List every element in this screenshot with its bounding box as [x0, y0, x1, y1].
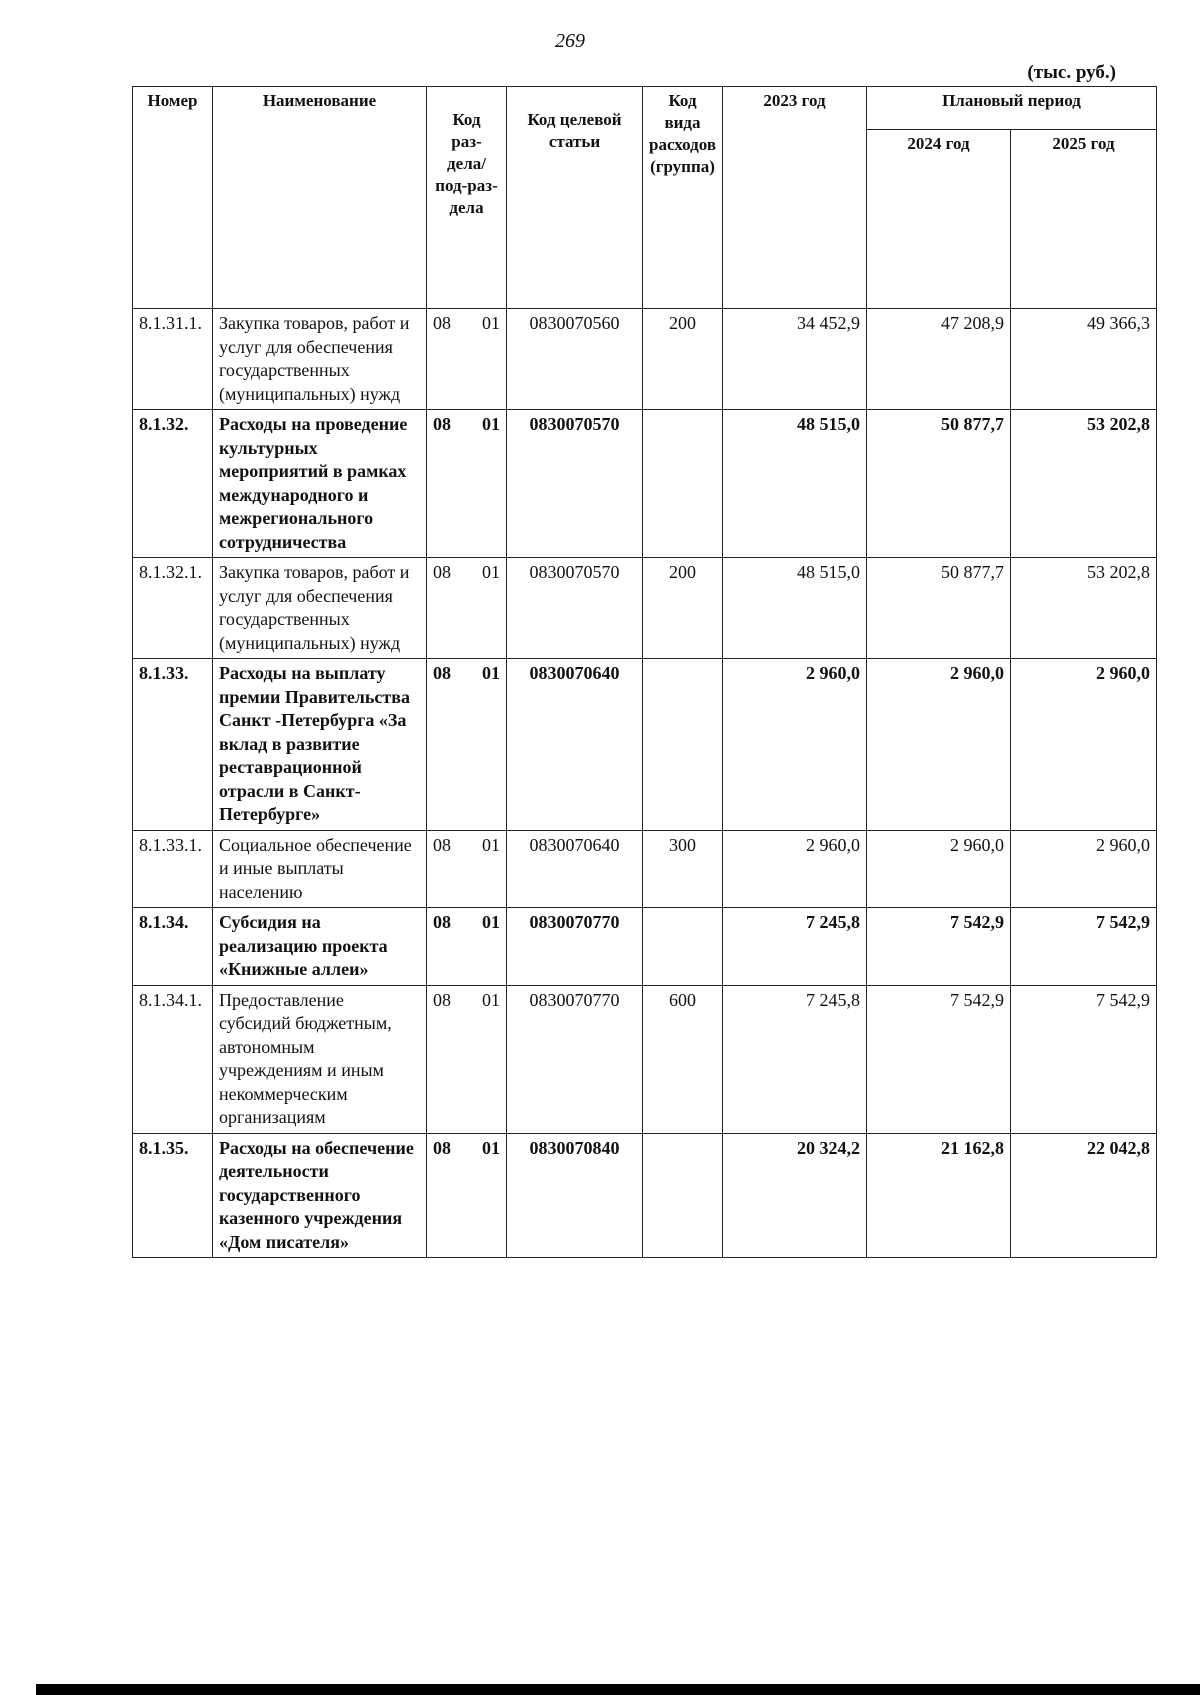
row-amount-2024: 21 162,8	[867, 1133, 1011, 1258]
header-2023: 2023 год	[723, 87, 867, 309]
row-kvr: 600	[643, 985, 723, 1133]
row-rz-prz	[427, 659, 507, 831]
row-amount-2025: 7 542,9	[1011, 985, 1157, 1133]
row-prz: 01	[482, 1137, 500, 1158]
row-number: 8.1.32.1.	[133, 558, 213, 659]
row-name: Закупка товаров, работ и услуг для обеспечения государственных (муниципальных) нужд	[213, 309, 427, 410]
row-prz: 01	[482, 663, 500, 683]
row-name: Предоставление субсидий бюджетным, автономным учреждениям и иным некоммерческим организациям	[213, 985, 427, 1133]
row-prz: 01	[482, 834, 500, 855]
header-name: Наименование	[213, 87, 427, 309]
row-amount-2025: 49 366,3	[1011, 309, 1157, 410]
table-row	[133, 558, 1157, 659]
row-number: 8.1.33.1.	[133, 830, 213, 908]
row-name: Расходы на выплату премии Правительства Санкт -Петербурга «За вклад в развитие реставрационной отрасли в Санкт-Петербурге»	[213, 659, 427, 831]
row-rz: 08	[433, 989, 451, 1010]
row-amount-2025: 7 542,9	[1011, 908, 1157, 986]
scan-edge-bar	[36, 1684, 1200, 1695]
row-prz: 01	[482, 989, 500, 1010]
row-rz-prz	[427, 1133, 507, 1258]
header-number: Номер	[133, 87, 213, 309]
row-csr: 0830070770	[507, 908, 643, 986]
row-kvr: 200	[643, 309, 723, 410]
row-amount-2025: 53 202,8	[1011, 410, 1157, 558]
table-row	[133, 830, 1157, 908]
row-rz: 08	[433, 313, 451, 333]
row-prz: 01	[482, 562, 500, 582]
row-rz: 08	[433, 834, 451, 855]
table-body	[133, 309, 1157, 1258]
row-amount-2023: 2 960,0	[723, 659, 867, 831]
row-kvr: 200	[643, 558, 723, 659]
row-amount-2025: 53 202,8	[1011, 558, 1157, 659]
row-rz-prz	[427, 830, 507, 908]
row-csr: 0830070640	[507, 830, 643, 908]
table-row	[133, 659, 1157, 831]
row-name: Расходы на проведение культурных мероприятий в рамках международного и межрегионального сотрудничества	[213, 410, 427, 558]
row-rz: 08	[433, 663, 451, 683]
header-planned-period: Плановый период	[867, 87, 1157, 130]
table-row	[133, 309, 1157, 410]
row-kvr	[643, 908, 723, 986]
row-amount-2024: 47 208,9	[867, 309, 1011, 410]
row-name: Закупка товаров, работ и услуг для обеспечения государственных (муниципальных) нужд	[213, 558, 427, 659]
table-row	[133, 410, 1157, 558]
row-csr: 0830070570	[507, 410, 643, 558]
row-rz: 08	[433, 912, 451, 932]
header-csr: Код целевой статьи	[507, 87, 643, 309]
row-amount-2025: 2 960,0	[1011, 830, 1157, 908]
row-name: Расходы на обеспечение деятельности государственного казенного учреждения «Дом писателя»	[213, 1133, 427, 1258]
row-csr: 0830070640	[507, 659, 643, 831]
row-name: Субсидия на реализацию проекта «Книжные аллеи»	[213, 908, 427, 986]
row-amount-2024: 50 877,7	[867, 558, 1011, 659]
row-number: 8.1.32.	[133, 410, 213, 558]
header-2024: 2024 год	[867, 130, 1011, 309]
row-rz-prz	[427, 558, 507, 659]
row-amount-2024: 7 542,9	[867, 908, 1011, 986]
row-rz-prz	[427, 309, 507, 410]
row-csr: 0830070560	[507, 309, 643, 410]
row-csr: 0830070770	[507, 985, 643, 1133]
row-rz: 08	[433, 1137, 451, 1158]
row-kvr	[643, 1133, 723, 1258]
row-amount-2025: 22 042,8	[1011, 1133, 1157, 1258]
row-rz-prz	[427, 410, 507, 558]
row-amount-2023: 34 452,9	[723, 309, 867, 410]
row-amount-2024: 2 960,0	[867, 830, 1011, 908]
row-rz: 08	[433, 414, 451, 434]
row-amount-2023: 48 515,0	[723, 558, 867, 659]
row-amount-2023: 20 324,2	[723, 1133, 867, 1258]
row-number: 8.1.34.	[133, 908, 213, 986]
row-amount-2023: 7 245,8	[723, 908, 867, 986]
budget-table	[132, 86, 1157, 1258]
table-row	[133, 1133, 1157, 1258]
header-2025: 2025 год	[1011, 130, 1157, 309]
row-amount-2024: 7 542,9	[867, 985, 1011, 1133]
units-label: (тыс. руб.)	[1027, 62, 1116, 83]
row-kvr: 300	[643, 830, 723, 908]
row-rz-prz	[427, 985, 507, 1133]
table-row	[133, 908, 1157, 986]
row-kvr	[643, 659, 723, 831]
row-number: 8.1.31.1.	[133, 309, 213, 410]
row-amount-2025: 2 960,0	[1011, 659, 1157, 831]
row-amount-2023: 2 960,0	[723, 830, 867, 908]
header-rz: Код раз-дела/ под-раз-дела	[427, 87, 507, 309]
table-row	[133, 985, 1157, 1133]
row-number: 8.1.33.	[133, 659, 213, 831]
row-amount-2023: 48 515,0	[723, 410, 867, 558]
row-amount-2024: 2 960,0	[867, 659, 1011, 831]
row-prz: 01	[482, 313, 500, 333]
row-rz-prz	[427, 908, 507, 986]
row-name: Социальное обеспечение и иные выплаты населению	[213, 830, 427, 908]
row-rz: 08	[433, 562, 451, 582]
row-csr: 0830070570	[507, 558, 643, 659]
row-csr: 0830070840	[507, 1133, 643, 1258]
row-number: 8.1.35.	[133, 1133, 213, 1258]
row-prz: 01	[482, 414, 500, 434]
header-kvr: Код вида расходов (группа)	[643, 87, 723, 309]
row-number: 8.1.34.1.	[133, 985, 213, 1133]
row-prz: 01	[482, 912, 500, 932]
row-amount-2023: 7 245,8	[723, 985, 867, 1133]
row-amount-2024: 50 877,7	[867, 410, 1011, 558]
row-kvr	[643, 410, 723, 558]
page-number: 269	[555, 30, 585, 52]
